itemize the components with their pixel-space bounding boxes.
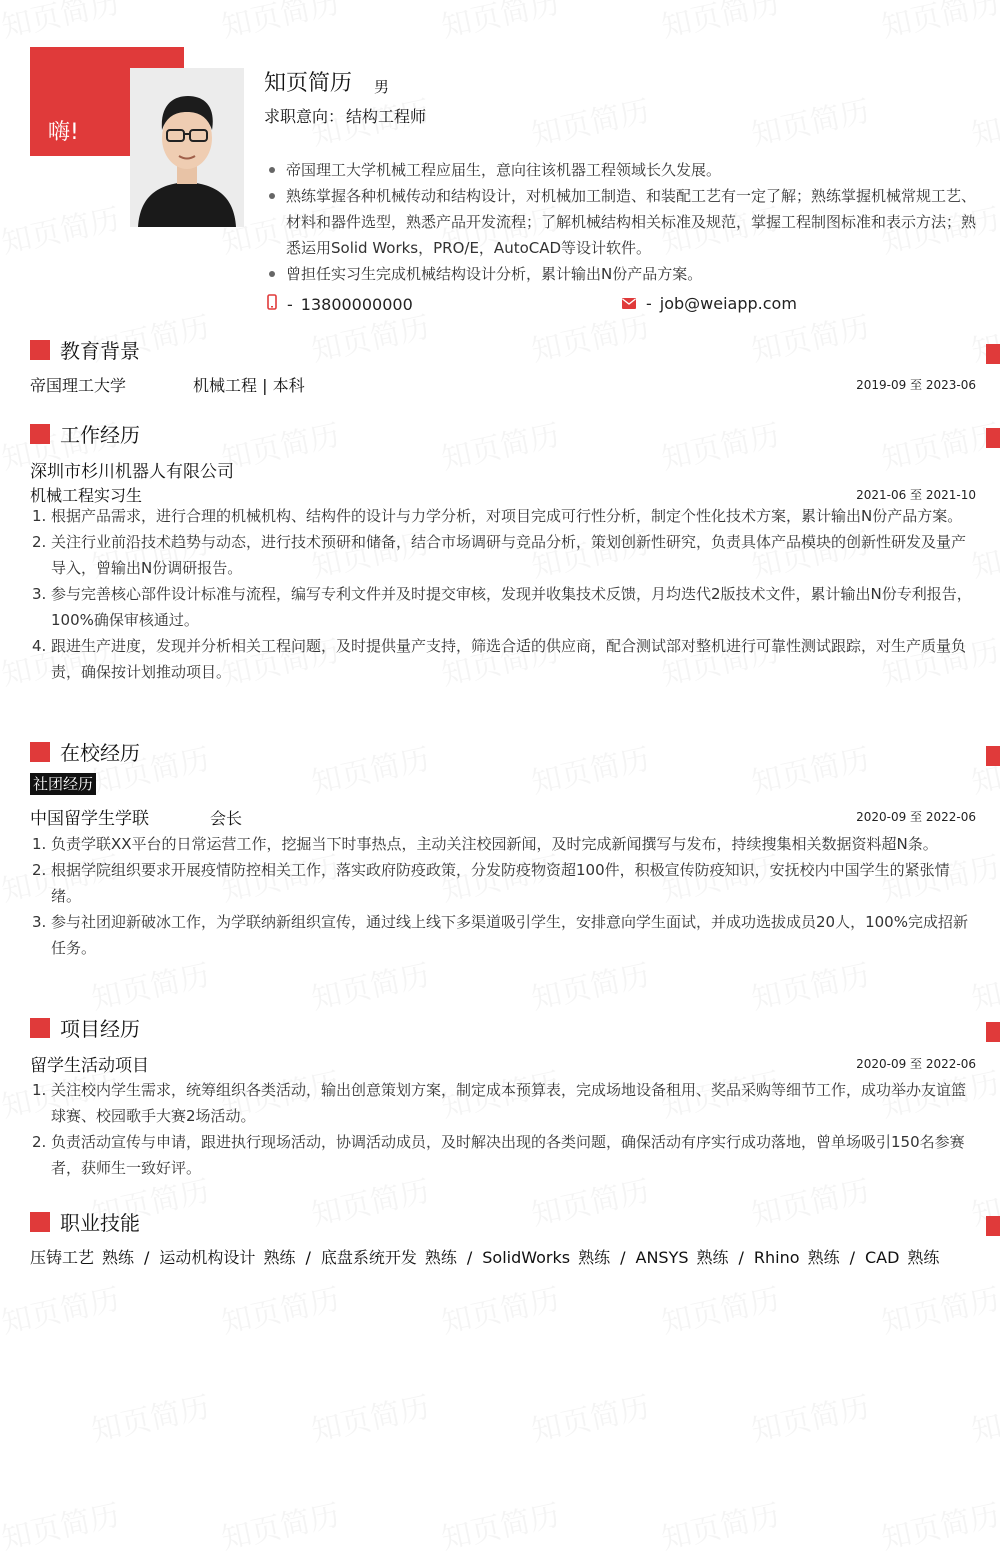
- side-marker: [986, 344, 1000, 364]
- skill-item: [30, 1248, 134, 1267]
- job-intent-label: 求职意向：: [264, 107, 345, 126]
- skill-name: ANSYS: [635, 1248, 689, 1267]
- skill-separator: /: [620, 1248, 626, 1267]
- skill-item: [159, 1248, 295, 1267]
- skill-separator: /: [144, 1248, 150, 1267]
- work-company-row: [30, 457, 976, 482]
- item-text: 跟进生产进度，发现并分析相关工程问题，及时提供量产支持，筛选合适的供应商，配合测试部对整机进行可靠性测试跟踪，对生产质量负责，确保按计划推动项目。: [51, 637, 967, 681]
- campus-details-list: [32, 831, 976, 961]
- skill-level: 熟练: [907, 1248, 940, 1267]
- item-text: 根据产品需求，进行合理的机械机构、结构件的设计与力学分析，对项目完成可行性分析，制定个性化技术方案，累计输出N份产品方案。: [51, 507, 963, 525]
- work-role: 机械工程实习生: [30, 486, 143, 505]
- education-school: 帝国理工大学: [30, 376, 127, 395]
- list-item: [32, 503, 976, 529]
- skill-level: 熟练: [424, 1248, 457, 1267]
- section-marker: [30, 742, 50, 762]
- skill-level: 熟练: [578, 1248, 611, 1267]
- side-marker: [986, 1022, 1000, 1042]
- skill-level: 熟练: [102, 1248, 135, 1267]
- watermark-text: [307, 1382, 434, 1450]
- greeting-text: 嗨!: [48, 120, 79, 145]
- section-title: 职业技能: [60, 1211, 140, 1235]
- item-number: 4.: [32, 637, 47, 655]
- summary-item: 熟练掌握各种机械传动和结构设计，对机械加工制造、和装配工艺有一定了解；熟练掌握机械常规工艺、材料和器件选型，熟悉产品开发流程；了解机械结构相关标准及规范，掌握工程制图标准和表示方法；熟悉运用Solid Works，PRO/E，AutoCAD等设计软件。: [266, 183, 978, 261]
- club-tag: 社团经历: [30, 773, 96, 795]
- item-number: 3.: [32, 913, 47, 931]
- skill-item: [482, 1248, 610, 1267]
- project-details-list: [32, 1077, 976, 1181]
- section-title: 在校经历: [60, 741, 140, 765]
- skill-name: 压铸工艺: [30, 1248, 95, 1267]
- section-education-heading: [30, 335, 140, 364]
- watermark-text: [657, 1490, 784, 1558]
- education-row: [30, 373, 976, 396]
- candidate-gender: 男: [374, 78, 390, 96]
- mail-icon: [622, 294, 636, 313]
- skill-name: 底盘系统开发: [320, 1248, 417, 1267]
- skill-item: [754, 1248, 840, 1267]
- contact-phone: [267, 294, 413, 314]
- item-number: 2.: [32, 533, 47, 551]
- section-title: 项目经历: [60, 1017, 140, 1041]
- summary-item: 帝国理工大学机械工程应届生，意向往该机器工程领域长久发展。: [266, 157, 978, 183]
- side-marker: [986, 1216, 1000, 1236]
- job-intent-value: 结构工程师: [346, 107, 427, 126]
- item-text: 负责活动宣传与申请，跟进执行现场活动，协调活动成员，及时解决出现的各类问题，确保活动有序实行成功落地，曾单场吸引150名参赛者，获师生一致好评。: [51, 1133, 965, 1177]
- project-date: 2020-09 至 2022-06: [856, 1057, 976, 1071]
- skill-item: [321, 1248, 457, 1267]
- item-text: 参与社团迎新破冰工作，为学联纳新组织宣传，通过线上线下多渠道吸引学生，安排意向学生面试，并成功选拔成员20人，100%完成招新任务。: [51, 913, 968, 957]
- campus-role: 会长: [210, 809, 243, 828]
- item-text: 负责学联XX平台的日常运营工作，挖掘当下时事热点，主动关注校园新闻，及时完成新闻撰写与发布，持续搜集相关数据资料超N条。: [51, 835, 938, 853]
- job-intent: [264, 104, 426, 127]
- campus-org: 中国留学生学联: [30, 809, 149, 829]
- skill-level: 熟练: [696, 1248, 729, 1267]
- education-date: 2019-09 至 2023-06: [856, 378, 976, 392]
- item-number: 1.: [32, 1081, 47, 1099]
- watermark-text: [967, 1382, 1000, 1450]
- avatar-photo: [130, 68, 244, 227]
- list-item: [32, 633, 976, 685]
- summary-list: [266, 157, 978, 287]
- list-item: [32, 529, 976, 581]
- work-details-list: [32, 503, 976, 685]
- item-text: 关注行业前沿技术趋势与动态，进行技术预研和储备，结合市场调研与竞品分析，策划创新性研究，负责具体产品模块的创新性研发及量产导入，曾输出N份调研报告。: [51, 533, 967, 577]
- phone-icon: [267, 294, 277, 314]
- watermark-text: [217, 1490, 344, 1558]
- watermark-text: [87, 1382, 214, 1450]
- section-marker: [30, 1018, 50, 1038]
- section-marker: [30, 340, 50, 360]
- skill-name: 运动机构设计: [159, 1248, 256, 1267]
- contact-email: [622, 294, 797, 313]
- section-work-heading: [30, 419, 140, 448]
- campus-date: 2020-09 至 2022-06: [856, 810, 976, 824]
- skill-name: Rhino: [753, 1248, 800, 1267]
- section-title: 工作经历: [60, 423, 140, 447]
- education-major: 机械工程 | 本科: [193, 376, 305, 395]
- skill-separator: /: [466, 1248, 473, 1267]
- list-item: [32, 581, 976, 633]
- item-number: 2.: [32, 861, 47, 879]
- item-number: 1.: [32, 507, 47, 525]
- work-company: 深圳市杉川机器人有限公司: [30, 462, 234, 482]
- work-date: 2021-06 至 2021-10: [856, 488, 976, 502]
- list-item: [32, 831, 976, 857]
- candidate-name: 知页简历: [264, 71, 353, 96]
- list-item: [32, 1129, 976, 1181]
- skill-level: 熟练: [263, 1248, 296, 1267]
- phone-dash: -: [287, 294, 293, 314]
- watermark-text: [0, 1490, 123, 1558]
- list-item: [32, 857, 976, 909]
- watermark-text: [437, 1490, 564, 1558]
- skill-level: 熟练: [807, 1248, 840, 1267]
- email-dash: -: [646, 294, 652, 313]
- section-marker: [30, 424, 50, 444]
- skills-line: [30, 1245, 939, 1268]
- skill-separator: /: [738, 1248, 744, 1267]
- skill-item: [865, 1248, 939, 1267]
- skill-separator: /: [849, 1248, 855, 1267]
- email-address[interactable]: job@weiapp.com: [659, 294, 797, 313]
- watermark-text: [747, 1382, 874, 1450]
- skill-item: [636, 1248, 729, 1267]
- item-number: 1.: [32, 835, 47, 853]
- item-number: 3.: [32, 585, 47, 603]
- skill-separator: /: [305, 1248, 311, 1267]
- section-title: 教育背景: [60, 339, 140, 363]
- item-number: 2.: [32, 1133, 47, 1151]
- phone-number[interactable]: 13800000000: [300, 294, 413, 314]
- item-text: 参与完善核心部件设计标准与流程，编写专利文件并及时提交审核，发现并收集技术反馈，月均迭代2版技术文件，累计输出N份专利报告，100%确保审核通过。: [51, 585, 972, 629]
- section-marker: [30, 1212, 50, 1232]
- watermark-text: [877, 1490, 1000, 1558]
- side-marker: [986, 746, 1000, 766]
- list-item: [32, 1077, 976, 1129]
- summary-item: 曾担任实习生完成机械结构设计分析，累计输出N份产品方案。: [266, 261, 978, 287]
- project-name: 留学生活动项目: [30, 1056, 149, 1076]
- skill-name: CAD: [864, 1248, 900, 1267]
- section-project-heading: [30, 1013, 140, 1042]
- list-item: [32, 909, 976, 961]
- side-marker: [986, 428, 1000, 448]
- section-skills-heading: [30, 1207, 140, 1236]
- item-text: 关注校内学生需求，统筹组织各类活动，输出创意策划方案，制定成本预算表，完成场地设备租用、奖品采购等细节工作，成功举办友谊篮球赛、校园歌手大赛2场活动。: [51, 1081, 967, 1125]
- skill-name: SolidWorks: [482, 1248, 571, 1267]
- campus-org-row: [30, 804, 976, 829]
- item-text: 根据学院组织要求开展疫情防控相关工作，落实政府防疫政策，分发防疫物资超100件，积极宣传防疫知识，安抚校内中国学生的紧张情绪。: [51, 861, 950, 905]
- watermark-text: [527, 1382, 654, 1450]
- project-row: [30, 1051, 976, 1076]
- section-campus-heading: [30, 737, 140, 766]
